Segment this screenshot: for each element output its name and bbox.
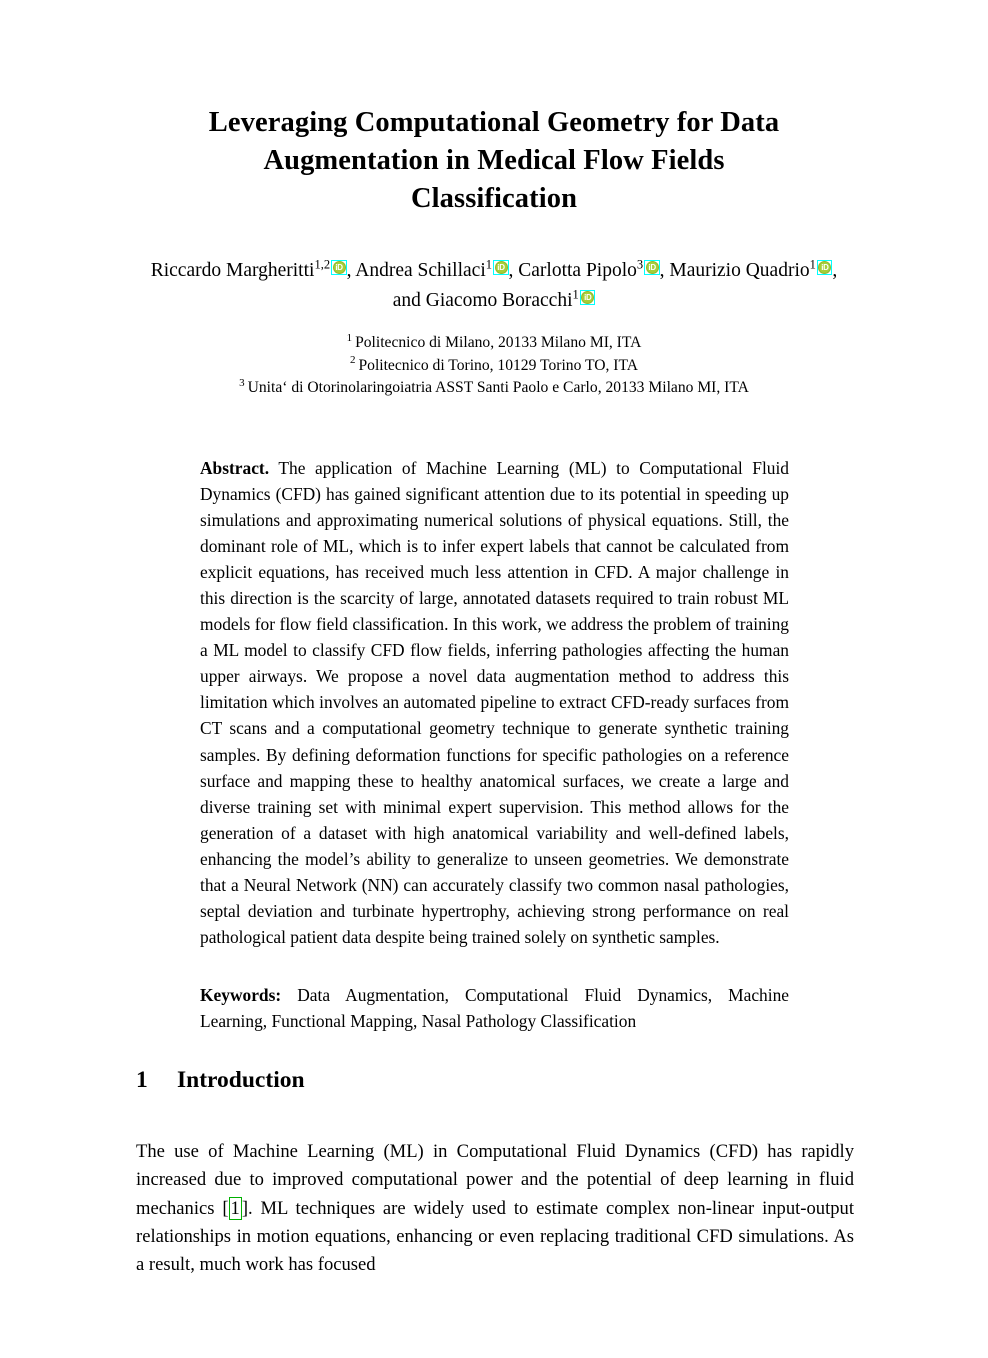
abstract-section	[200, 455, 789, 950]
section-number: 1	[136, 1067, 148, 1093]
abstract-label: Abstract.	[200, 458, 270, 478]
affiliation-list	[110, 332, 878, 400]
author-name: Andrea Schillaci	[355, 260, 486, 281]
author-affiliation-marker: 1	[809, 257, 816, 272]
title-line-1: Leveraging Computational Geometry for Data	[208, 107, 780, 138]
author-name: Maurizio Quadrio	[669, 260, 810, 281]
affiliation-item	[110, 377, 878, 400]
title-line-2: Augmentation in Medical Flow Fields	[263, 145, 725, 176]
affiliation-marker: 1	[346, 331, 353, 344]
affiliation-text: Unita‘ di Otorinolaringoiatria ASST Santi Paolo e Carlo, 20133 Milano MI, ITA	[247, 379, 749, 396]
page-title	[136, 104, 852, 218]
orcid-link[interactable]	[644, 260, 660, 275]
section-heading-introduction	[136, 1065, 852, 1095]
affiliation-text: Politecnico di Torino, 10129 Torino TO, ITA	[358, 356, 639, 374]
author-separator: ,	[659, 260, 670, 281]
author-separator: ,	[508, 260, 519, 281]
orcid-icon: iD	[581, 291, 594, 304]
orcid-link[interactable]	[493, 260, 509, 275]
orcid-link[interactable]	[817, 260, 833, 275]
authors-line	[150, 257, 838, 311]
author-affiliation-marker: 1	[485, 257, 492, 272]
orcid-link[interactable]	[331, 260, 347, 275]
introduction-paragraph	[136, 1138, 854, 1279]
affiliation-text: Politecnico di Milano, 20133 Milano MI, ITA	[355, 334, 642, 351]
section-title: Introduction	[177, 1067, 305, 1093]
abstract-text: The application of Machine Learning (ML) to Computational Fluid Dynamics (CFD) has gained significant attention due to its potential in speeding up simulations and approximating numerical solutions of physical equations. Still, the dominant role of ML, which is to infer expert labels that cannot be calculated from explicit equations, has received much less attention in CFD. A major challenge in this direction is the scarcity of large, annotated datasets required to train robust ML models for flow field classification. In this work, we address the problem of training a ML model to classify CFD flow fields, inferring pathologies affecting the human upper airways. We propose a novel data augmentation method to address this limitation which involves an automated pipeline to extract CFD-ready surfaces from CT scans and a computational geometry technique to generate synthetic training samples. By defining deformation functions for specific pathologies on a reference surface and mapping these to healthy anatomical surfaces, we create a large and diverse training set with minimal expert supervision. This method allows for the generation of a dataset with high anatomical variability and well-defined labels, enhancing the model’s ability to generalize to unseen geometries. We demonstrate that a Neural Network (NN) can accurately classify two common nasal pathologies, septal deviation and turbinate hypertrophy, achieving strong performance on real pathological patient data despite being trained solely on synthetic samples.	[200, 458, 789, 947]
author-name: Carlotta Pipolo	[518, 260, 637, 281]
author-affiliation-marker: 1	[572, 287, 579, 302]
orcid-link[interactable]	[580, 290, 596, 305]
orcid-icon: iD	[646, 261, 659, 274]
author-list	[136, 256, 852, 316]
affiliation-marker: 3	[239, 376, 245, 389]
keywords-text: Data Augmentation, Computational Fluid Dynamics, Machine Learning, Functional Mapping, Nasal Pathology Classification	[200, 985, 789, 1032]
intro-text-part-1: The use of Machine Learning (ML) in Computational Fluid Dynamics (CFD) has rapidly increased due to improved computational power and the potential of deep learning in fluid mechanics [	[136, 1141, 854, 1219]
author-separator: , and	[392, 260, 838, 311]
keywords-label: Keywords:	[200, 985, 282, 1005]
orcid-icon: iD	[333, 261, 346, 274]
orcid-icon: iD	[818, 261, 831, 274]
affiliation-marker: 2	[349, 354, 356, 367]
affiliation-item	[110, 332, 878, 355]
author-name: Giacomo Boracchi	[425, 290, 573, 311]
author-name: Riccardo Margheritti	[150, 260, 315, 281]
author-affiliation-marker: 3	[636, 257, 644, 272]
intro-text-part-2: ]. ML techniques are widely used to estimate complex non-linear input-output relationships in motion equations, enhancing or even replacing traditional CFD simulations. As a result, much work has focused	[136, 1197, 854, 1276]
citation-link[interactable]: 1	[230, 1197, 240, 1219]
orcid-icon: iD	[495, 261, 508, 274]
author-affiliation-marker: 1,2	[314, 257, 331, 272]
title-line-3: Classification	[410, 183, 578, 214]
author-separator: ,	[346, 260, 356, 281]
affiliation-item	[110, 355, 878, 378]
keywords-section	[200, 982, 789, 1034]
